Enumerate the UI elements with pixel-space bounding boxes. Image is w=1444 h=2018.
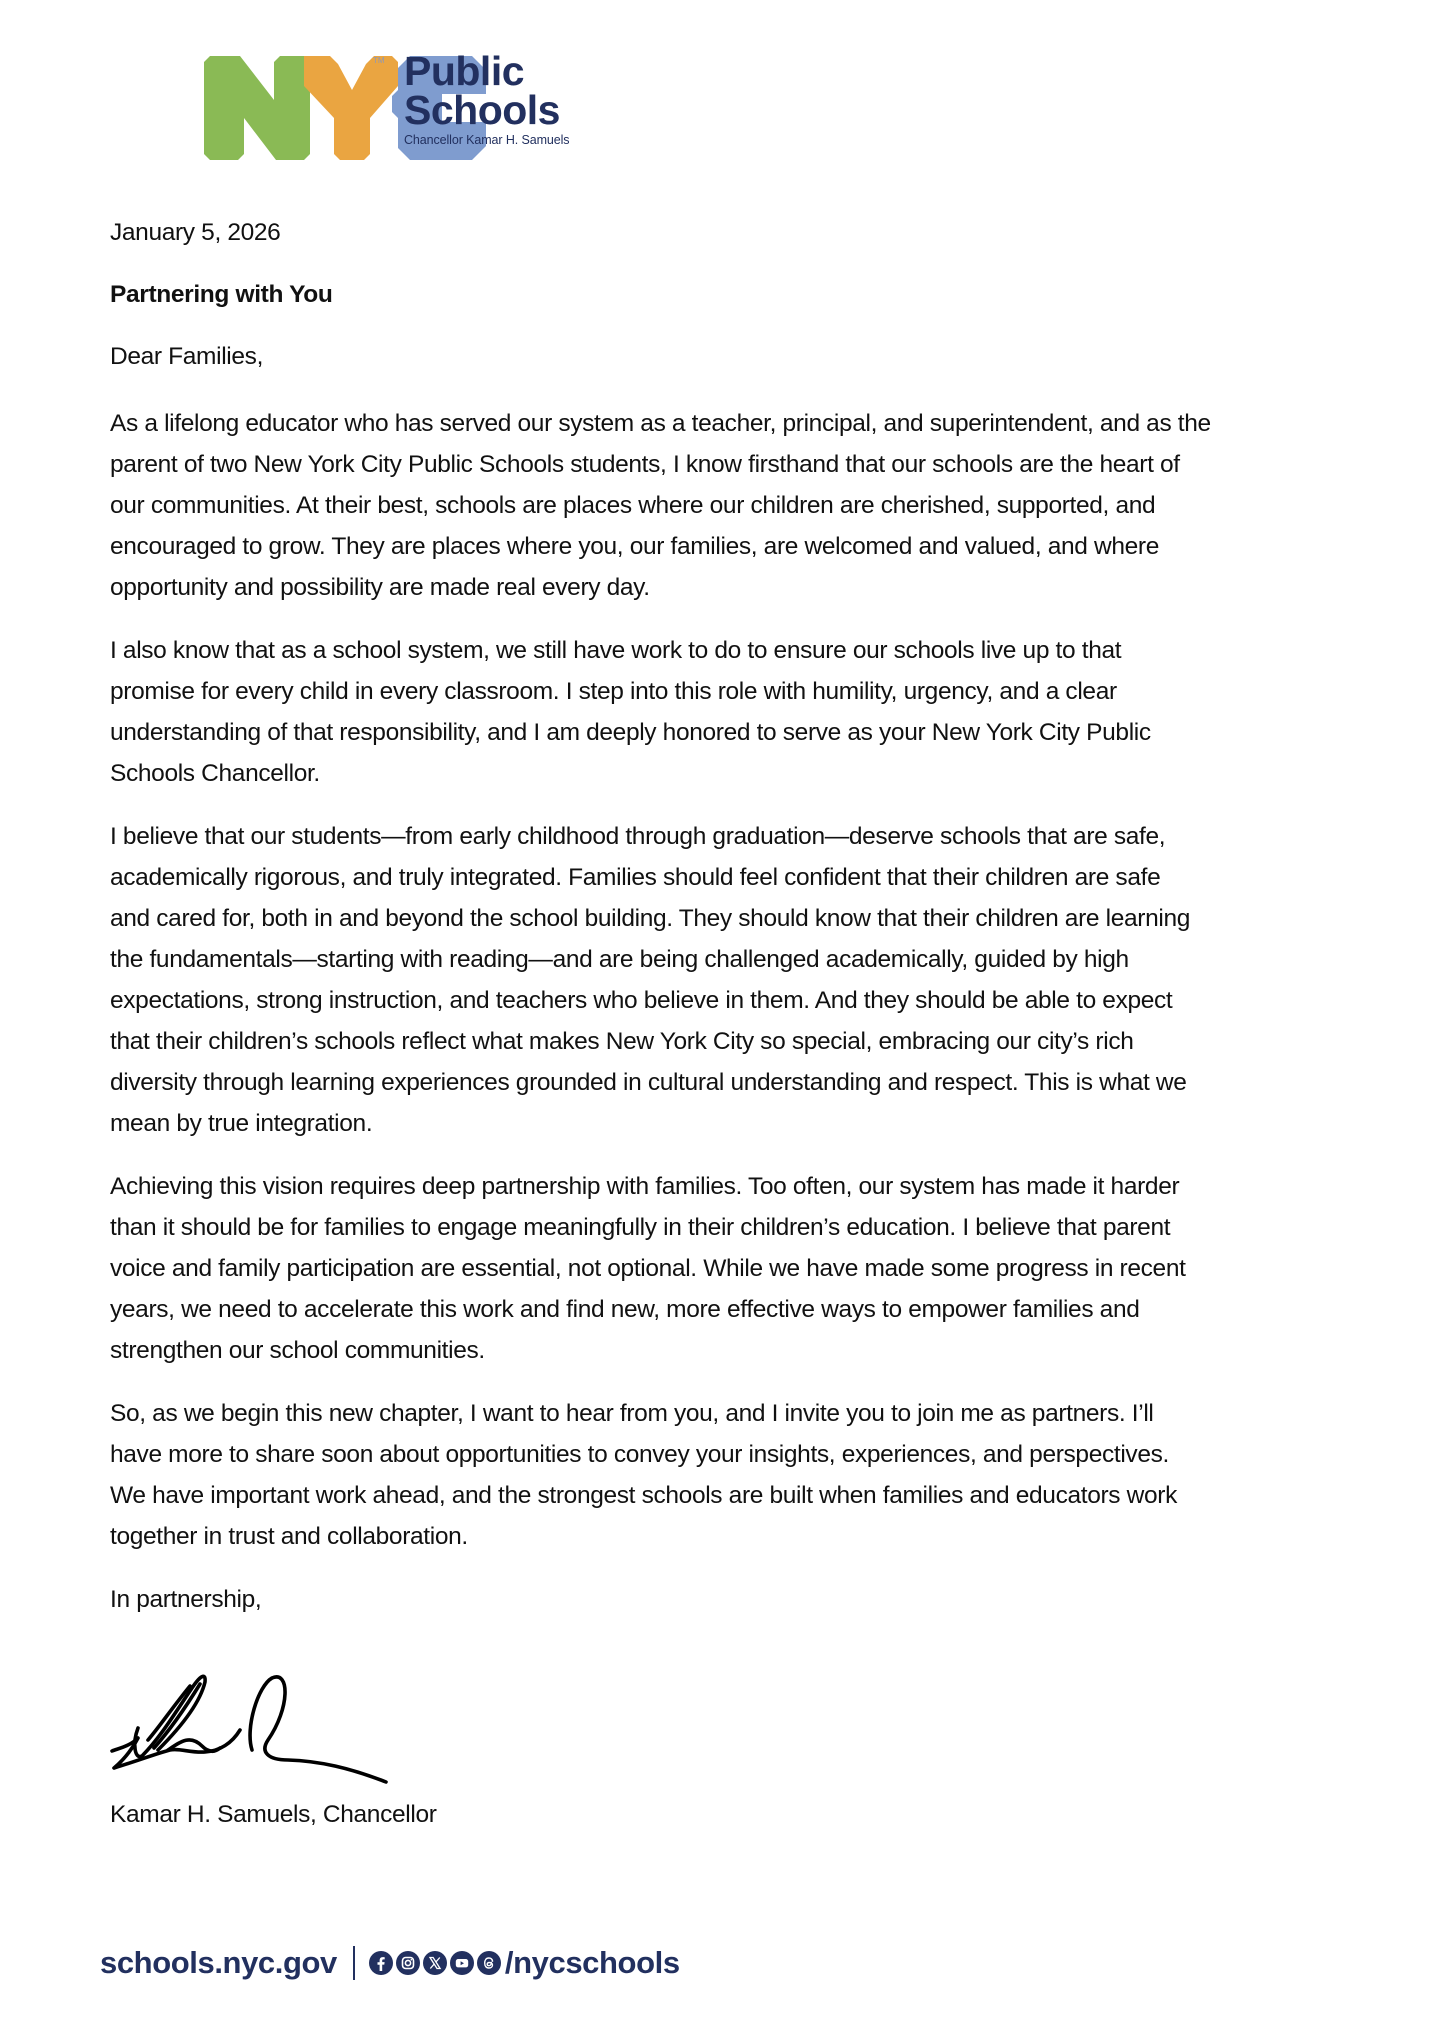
paragraph-line: diversity through learning experiences grounded in cultural understanding and respect. This is what we bbox=[110, 1069, 1187, 1096]
youtube-icon[interactable] bbox=[450, 1951, 474, 1975]
paragraph-line: voice and family participation are essential, not optional. While we have made some progress in recent bbox=[110, 1255, 1186, 1282]
paragraph-line: years, we need to accelerate this work and find new, more effective ways to empower families and bbox=[110, 1296, 1140, 1323]
paragraph-line: academically rigorous, and truly integrated. Families should feel confident that their children are safe bbox=[110, 864, 1161, 891]
paragraph-line: encouraged to grow. They are places where you, our families, are welcomed and valued, and where bbox=[110, 533, 1160, 560]
paragraph-line: I also know that as a school system, we still have work to do to ensure our schools live up to that bbox=[110, 637, 1122, 664]
footer-divider bbox=[353, 1946, 355, 1980]
letter-salutation: Dear Families, bbox=[110, 343, 264, 370]
logo-letter-n bbox=[204, 56, 310, 160]
paragraph-line: strengthen our school communities. bbox=[110, 1337, 485, 1364]
paragraph-line: the fundamentals—starting with reading—and are being challenged academically, guided by high bbox=[110, 946, 1129, 973]
paragraph-line: promise for every child in every classroom. I step into this role with humility, urgency, and a clear bbox=[110, 678, 1117, 705]
website-link[interactable]: schools.nyc.gov bbox=[100, 1945, 337, 1980]
social-handle[interactable]: /nycschools bbox=[504, 1945, 680, 1980]
paragraph-line: So, as we begin this new chapter, I want to hear from you, and I invite you to join me as partners. I’ll bbox=[110, 1400, 1154, 1427]
letter-title: Partnering with You bbox=[110, 281, 333, 308]
paragraph-line: As a lifelong educator who has served our system as a teacher, principal, and superintendent, and as the bbox=[110, 410, 1211, 437]
brand-line-1: Public bbox=[404, 48, 525, 94]
logo-letter-y bbox=[304, 56, 398, 160]
paragraph-line: have more to share soon about opportunities to convey your insights, experiences, and perspectives. bbox=[110, 1441, 1169, 1468]
paragraph-line: opportunity and possibility are made real every day. bbox=[110, 574, 650, 601]
paragraph-line: expectations, strong instruction, and teachers who believe in them. And they should be able to expect bbox=[110, 987, 1173, 1014]
letter-date: January 5, 2026 bbox=[110, 219, 281, 246]
paragraph-line: than it should be for families to engage meaningfully in their children’s education. I believe that parent bbox=[110, 1214, 1171, 1241]
signatory-name: Kamar H. Samuels, Chancellor bbox=[110, 1801, 437, 1828]
brand-line-2: Schools bbox=[404, 87, 560, 133]
paragraph-line: I believe that our students—from early childhood through graduation—deserve schools that are safe, bbox=[110, 823, 1166, 850]
trademark-mark: TM bbox=[373, 56, 385, 65]
paragraph-line: together in trust and collaboration. bbox=[110, 1523, 468, 1550]
footer bbox=[100, 1938, 680, 1988]
paragraph-line: understanding of that responsibility, and I am deeply honored to serve as your New York City Public bbox=[110, 719, 1151, 746]
x-icon[interactable] bbox=[423, 1951, 447, 1975]
paragraph-line: our communities. At their best, schools are places where our children are cherished, supported, and bbox=[110, 492, 1156, 519]
facebook-icon[interactable] bbox=[369, 1951, 393, 1975]
paragraph-line: Achieving this vision requires deep partnership with families. Too often, our system has made it harder bbox=[110, 1173, 1180, 1200]
paragraph-line: mean by true integration. bbox=[110, 1110, 373, 1137]
paragraph-line: parent of two New York City Public Schools students, I know firsthand that our schools are the heart of bbox=[110, 451, 1180, 478]
paragraph-line: Schools Chancellor. bbox=[110, 760, 320, 787]
paragraph-line: We have important work ahead, and the strongest schools are built when families and educators work bbox=[110, 1482, 1177, 1509]
paragraph-line: and cared for, both in and beyond the school building. They should know that their children are learning bbox=[110, 905, 1191, 932]
threads-icon[interactable] bbox=[477, 1951, 501, 1975]
instagram-icon[interactable] bbox=[396, 1951, 420, 1975]
brand-text bbox=[404, 48, 570, 147]
brand-subtitle: Chancellor Kamar H. Samuels bbox=[404, 133, 570, 147]
letter-closing: In partnership, bbox=[110, 1586, 262, 1613]
paragraph-line: that their children’s schools reflect what makes New York City so special, embracing our city’s rich bbox=[110, 1028, 1134, 1055]
signature-image bbox=[110, 1668, 410, 1798]
social-icons bbox=[369, 1951, 501, 1975]
